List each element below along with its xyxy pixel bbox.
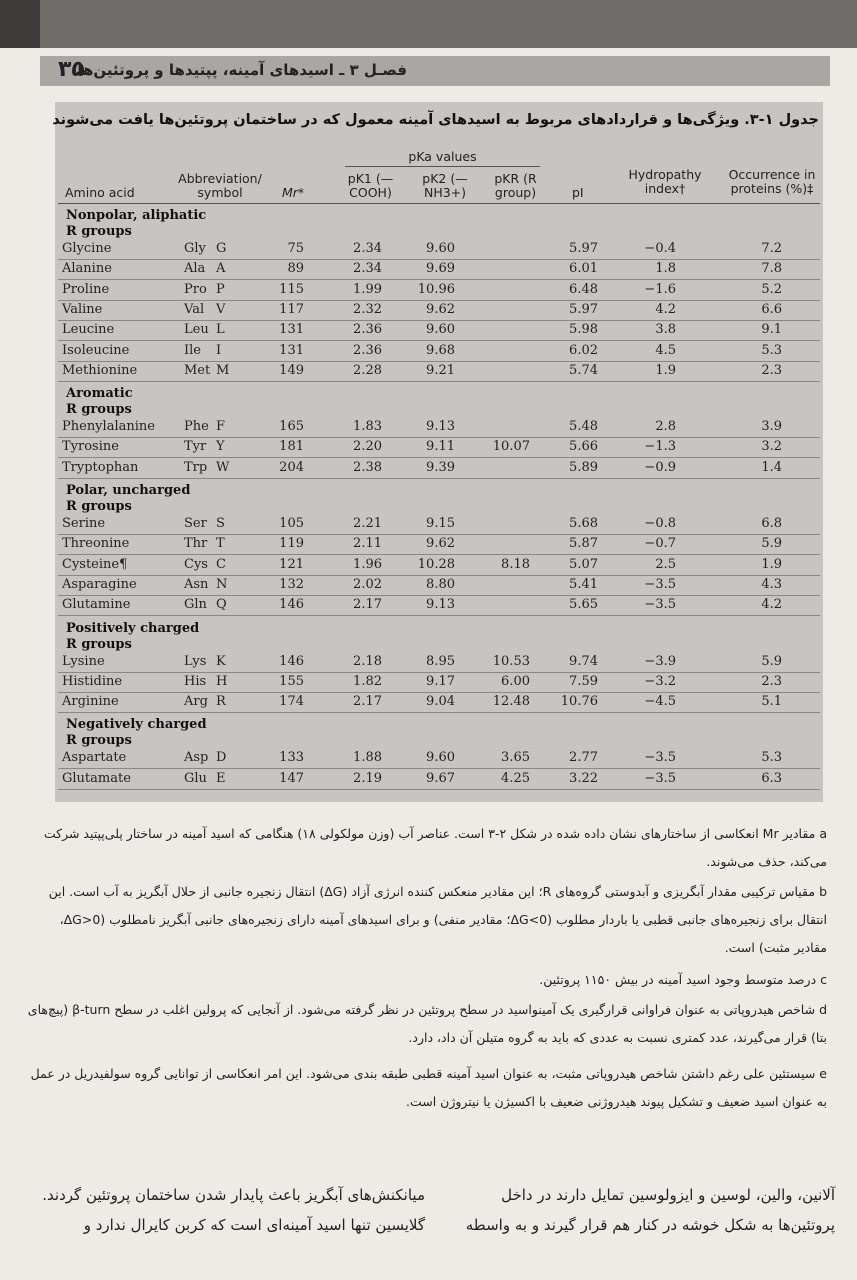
cell-pk2: 9.11	[426, 439, 455, 455]
cell-pk2: 9.13	[426, 597, 455, 613]
cell-name: Glutamate	[62, 770, 131, 786]
cell-symbol: E	[216, 770, 226, 786]
cell-abbr: Pro	[184, 281, 207, 297]
cell-pi: 5.87	[569, 536, 598, 552]
cell-hydropathy: −4.5	[644, 694, 676, 710]
cell-pi: 5.65	[569, 597, 598, 613]
cell-occurrence: 5.2	[761, 281, 782, 297]
cell-abbr: His	[184, 673, 207, 689]
cell-occurrence: 7.8	[761, 261, 782, 277]
cell-pk1: 2.32	[353, 301, 382, 317]
row-rule	[58, 615, 820, 616]
cell-pk2: 10.96	[417, 281, 455, 297]
cell-pk1: 2.36	[353, 342, 382, 358]
cell-pi: 6.02	[569, 342, 598, 358]
cell-hydropathy: −3.2	[644, 673, 676, 689]
col-mr: Mr*	[282, 185, 305, 200]
cell-pkr: 3.65	[501, 750, 530, 766]
cell-mr: 131	[279, 322, 304, 338]
cell-name: Cysteine¶	[62, 556, 128, 572]
cell-occurrence: 4.3	[761, 576, 782, 592]
cell-pi: 9.74	[569, 653, 598, 669]
cell-name: Phenylalanine	[62, 419, 155, 435]
cell-pkr: 10.07	[492, 439, 530, 455]
cell-hydropathy: 1.8	[655, 261, 676, 277]
cell-pk1: 2.34	[353, 261, 382, 277]
group-heading-line2: R groups	[66, 224, 132, 239]
row-rule	[58, 320, 820, 321]
group-heading-line2: R groups	[66, 499, 132, 514]
cell-abbr: Gly	[184, 241, 206, 256]
cell-name: Lysine	[62, 653, 105, 669]
row-rule	[58, 768, 820, 769]
cell-pk2: 9.60	[426, 750, 455, 766]
cell-hydropathy: −1.6	[644, 281, 676, 297]
cell-abbr: Ala	[184, 261, 206, 277]
cell-occurrence: 6.8	[761, 516, 782, 531]
group-heading-line1: Polar, uncharged	[66, 483, 191, 498]
cell-mr: 75	[287, 241, 304, 256]
cell-pi: 5.41	[569, 576, 598, 592]
cell-abbr: Ile	[184, 342, 201, 358]
cell-hydropathy: −3.5	[644, 750, 676, 766]
cell-mr: 146	[279, 597, 304, 613]
cell-pk2: 9.21	[426, 362, 455, 378]
cell-symbol: H	[216, 673, 228, 689]
cell-pi: 10.76	[560, 694, 598, 710]
body-column-right: آلانین، والین، لوسین و ایزولوسین تمایل دارند در داخل پروتئین‌ها به شکل خوشه در کنار هم قرار گیرند و به واسطه	[465, 1186, 835, 1234]
cell-mr: 146	[279, 653, 304, 669]
group-heading-line2: R groups	[66, 636, 132, 652]
cell-mr: 117	[279, 301, 304, 317]
row-rule	[58, 672, 820, 673]
cell-pk2: 9.17	[426, 673, 455, 689]
cell-name: Methionine	[62, 362, 138, 378]
cell-pk1: 2.19	[353, 770, 382, 786]
cell-occurrence: 2.3	[761, 362, 782, 378]
cell-pi: 5.97	[569, 301, 598, 317]
row-rule	[58, 381, 820, 382]
cell-pk1: 1.83	[353, 419, 382, 435]
cell-hydropathy: −3.5	[644, 576, 676, 592]
cell-pk1: 2.17	[353, 694, 382, 710]
binding-strip	[0, 0, 40, 48]
cell-occurrence: 2.3	[761, 673, 782, 689]
cell-occurrence: 1.4	[761, 459, 782, 475]
cell-occurrence: 1.9	[761, 556, 782, 572]
cell-name: Asparagine	[62, 576, 137, 592]
cell-symbol: L	[216, 322, 225, 338]
row-rule	[58, 361, 820, 362]
cell-pk1: 2.18	[353, 653, 382, 669]
cell-hydropathy: 4.5	[655, 342, 676, 358]
col-amino-acid: Amino acid	[65, 185, 135, 200]
body-column-left: میانکنش‌های آبگریز باعث پایدار شدن ساختمان پروتئین گردند. گلایسین تنها اسید آمینه‌ای است که کربن کایرال ندارد و	[42, 1186, 425, 1234]
cell-hydropathy: 3.8	[655, 322, 676, 338]
group-heading	[66, 208, 206, 240]
group-heading-line1: Aromatic	[66, 386, 133, 402]
cell-hydropathy: 4.2	[655, 301, 676, 317]
cell-symbol: P	[216, 281, 225, 297]
cell-symbol: Q	[216, 597, 227, 613]
cell-pk1: 2.34	[353, 241, 382, 256]
cell-occurrence: 5.9	[761, 536, 782, 552]
cell-mr: 119	[279, 536, 304, 552]
cell-pk1: 2.02	[353, 576, 382, 592]
header-rule	[58, 203, 820, 204]
cell-pi: 5.07	[569, 556, 598, 572]
cell-symbol: C	[216, 556, 226, 572]
cell-hydropathy: −3.5	[644, 770, 676, 786]
cell-symbol: G	[216, 241, 227, 256]
cell-occurrence: 6.6	[761, 301, 782, 317]
cell-name: Isoleucine	[62, 342, 130, 358]
row-rule	[58, 259, 820, 260]
cell-pi: 2.77	[569, 750, 598, 766]
cell-pk1: 2.17	[353, 597, 382, 613]
group-heading	[66, 386, 133, 418]
group-heading	[66, 717, 207, 749]
cell-mr: 121	[279, 556, 304, 572]
cell-name: Proline	[62, 281, 110, 297]
row-rule	[58, 457, 820, 458]
cell-pk2: 9.69	[426, 261, 455, 277]
cell-pk1: 2.28	[353, 362, 382, 378]
cell-abbr: Asp	[184, 750, 209, 766]
cell-hydropathy: −3.5	[644, 597, 676, 613]
cell-abbr: Ser	[184, 516, 207, 531]
cell-pk2: 9.62	[426, 536, 455, 552]
cell-name: Serine	[62, 516, 106, 531]
col-pi: pI	[572, 185, 584, 200]
cell-pkr: 6.00	[501, 673, 530, 689]
cell-pi: 5.74	[569, 362, 598, 378]
cell-mr: 105	[279, 516, 304, 531]
footnote-c: c درصد متوسط وجود اسید آمینه در بیش ۱۱۵۰ پروتئین.	[539, 972, 827, 987]
row-rule	[58, 340, 820, 341]
cell-pi: 5.89	[569, 459, 598, 475]
cell-abbr: Thr	[184, 536, 208, 552]
cell-occurrence: 4.2	[761, 597, 782, 613]
row-rule	[58, 575, 820, 576]
cell-symbol: N	[216, 576, 228, 592]
row-rule	[58, 554, 820, 555]
cell-pk2: 9.04	[426, 694, 455, 710]
cell-abbr: Trp	[184, 459, 208, 475]
cell-hydropathy: −0.4	[644, 241, 676, 256]
cell-pk2: 9.13	[426, 419, 455, 435]
cell-mr: 149	[279, 362, 304, 378]
cell-pi: 5.48	[569, 419, 598, 435]
cell-pk1: 1.96	[353, 556, 382, 572]
cell-abbr: Met	[184, 362, 211, 378]
cell-hydropathy: 2.5	[655, 556, 676, 572]
cell-pk2: 9.67	[426, 770, 455, 786]
row-rule	[58, 789, 820, 790]
cell-hydropathy: −0.9	[644, 459, 676, 475]
cell-abbr: Tyr	[184, 439, 207, 455]
cell-name: Leucine	[62, 322, 115, 338]
cell-pk2: 9.60	[426, 241, 455, 256]
cell-pk2: 9.39	[426, 459, 455, 475]
cell-pk2: 10.28	[417, 556, 455, 572]
cell-symbol: S	[216, 516, 225, 531]
cell-hydropathy: −0.8	[644, 516, 676, 531]
col-hydropathy: Hydropathy index†	[628, 167, 702, 196]
cell-pk1: 2.20	[353, 439, 382, 455]
col-abbreviation: Abbreviation/ symbol	[178, 171, 262, 200]
row-rule	[58, 300, 820, 301]
cell-pk2: 8.95	[426, 653, 455, 669]
cell-pk2: 9.62	[426, 301, 455, 317]
cell-occurrence: 5.3	[761, 342, 782, 358]
cell-symbol: W	[216, 459, 230, 475]
cell-name: Glycine	[62, 241, 112, 256]
cell-name: Aspartate	[62, 750, 127, 766]
cell-pk1: 1.99	[353, 281, 382, 297]
cell-pk1: 1.82	[353, 673, 382, 689]
footnote-a: a مقادیر Mr انعکاسی از ساختارهای نشان داده شده در شکل ۲-۳ است. عناصر آب (وزن مولکولی ۱۸) هنگامی که اسید آمینه در ساختار پلی‌پپتید شرکت می‌کند، حذف می‌شوند.	[43, 826, 827, 869]
cell-occurrence: 7.2	[761, 241, 782, 256]
cell-abbr: Gln	[184, 597, 207, 613]
cell-mr: 115	[279, 281, 304, 297]
footnote-e: e سیستئین علی رغم داشتن شاخص هیدروپاتی مثبت، به عنوان اسید آمینه قطبی طبقه بندی می‌شود. این امر انعکاسی از توانایی گروه سولفیدریل در عمل به عنوان اسید ضعیف و تشکیل پیوند هیدروژنی ضعیف با اکسیژن یا نیتروژن است.	[30, 1066, 827, 1109]
cell-occurrence: 5.9	[761, 653, 782, 669]
cell-pi: 3.22	[569, 770, 598, 786]
cell-symbol: D	[216, 750, 227, 766]
group-heading-line1: Nonpolar, aliphatic	[66, 208, 207, 223]
cell-hydropathy: −1.3	[644, 439, 676, 455]
cell-abbr: Glu	[184, 770, 207, 786]
cell-pi: 5.97	[569, 241, 598, 256]
page-number: ۳۵	[58, 57, 85, 82]
cell-pi: 6.48	[569, 281, 598, 297]
cell-name: Histidine	[62, 673, 123, 689]
cell-name: Tyrosine	[62, 439, 119, 455]
cell-symbol: V	[216, 301, 226, 317]
cell-mr: 133	[279, 750, 304, 766]
cell-symbol: A	[216, 261, 226, 277]
pka-rule	[345, 166, 540, 167]
cell-pi: 5.68	[569, 516, 598, 531]
cell-symbol: T	[216, 536, 225, 552]
cell-abbr: Phe	[184, 419, 209, 435]
group-heading-line1: Positively charged	[66, 620, 200, 636]
row-rule	[58, 437, 820, 438]
cell-occurrence: 6.3	[761, 770, 782, 786]
cell-pk2: 9.15	[426, 516, 455, 531]
row-rule	[58, 478, 820, 479]
cell-pk2: 9.60	[426, 322, 455, 338]
cell-mr: 132	[279, 576, 304, 592]
cell-abbr: Val	[184, 301, 205, 317]
cell-name: Valine	[62, 301, 103, 317]
cell-symbol: R	[216, 694, 226, 710]
cell-abbr: Asn	[184, 576, 209, 592]
cell-mr: 204	[279, 459, 304, 475]
cell-mr: 165	[279, 419, 304, 435]
cell-occurrence: 3.2	[761, 439, 782, 455]
cell-pkr: 4.25	[501, 770, 530, 786]
top-margin	[0, 0, 857, 48]
cell-mr: 155	[279, 673, 304, 689]
cell-pi: 7.59	[569, 673, 598, 689]
chapter-title: فصـل ۳ ـ اسیدهای آمینه، پپتیدها و پروتئین‌ها	[77, 61, 407, 79]
cell-pkr: 10.53	[492, 653, 530, 669]
col-pka-values: pKa values	[408, 149, 477, 164]
cell-pkr: 8.18	[501, 556, 530, 572]
cell-hydropathy: 1.9	[655, 362, 676, 378]
row-rule	[58, 534, 820, 535]
cell-pi: 6.01	[569, 261, 598, 277]
cell-name: Threonine	[62, 536, 130, 552]
col-occurrence: Occurrence in proteins (%)‡	[728, 167, 816, 196]
group-heading-line2: R groups	[66, 733, 132, 749]
group-heading	[66, 621, 199, 653]
cell-symbol: I	[216, 342, 222, 358]
cell-pk1: 2.11	[353, 536, 382, 552]
table-caption: جدول ۱-۳. ویژگی‌ها و قراردادهای مربوط به اسیدهای آمینه معمول که در ساختمان پروتئین‌ها یافت می‌شوند	[52, 112, 819, 128]
cell-symbol: Y	[216, 439, 225, 455]
row-rule	[58, 595, 820, 596]
cell-mr: 174	[279, 694, 304, 710]
cell-name: Glutamine	[62, 597, 131, 613]
cell-pk2: 8.80	[426, 576, 455, 592]
cell-abbr: Leu	[184, 322, 209, 338]
cell-pk1: 2.36	[353, 322, 382, 338]
cell-abbr: Arg	[184, 694, 208, 710]
col-pk2: pK2 (—NH3+)	[422, 171, 468, 200]
cell-pi: 5.98	[569, 322, 598, 338]
cell-name: Arginine	[62, 694, 119, 710]
group-heading	[66, 483, 190, 515]
row-rule	[58, 692, 820, 693]
cell-occurrence: 9.1	[761, 322, 782, 338]
cell-mr: 147	[279, 770, 304, 786]
cell-abbr: Cys	[184, 556, 208, 572]
cell-occurrence: 5.3	[761, 750, 782, 766]
row-rule	[58, 712, 820, 713]
col-pkr: pKR (R group)	[494, 171, 537, 200]
cell-mr: 131	[279, 342, 304, 358]
footnote-d: d شاخص هیدروپاتی به عنوان فراوانی قرارگیری یک آمینواسید در سطح پروتئین در نظر گرفته می‌شود. از آنجایی که پرولین اغلب در سطح β-turn (پیچ‌های بتا) قرار می‌گیرند، عدد کمتری نسبت به عددی که باید به گروه متیلن آن داد، دارد.	[27, 1002, 827, 1045]
group-heading-line2: R groups	[66, 402, 132, 418]
group-heading-line1: Negatively charged	[66, 717, 207, 733]
cell-pk1: 1.88	[353, 750, 382, 766]
cell-occurrence: 3.9	[761, 419, 782, 435]
cell-name: Tryptophan	[62, 459, 139, 475]
cell-abbr: Lys	[184, 653, 207, 669]
cell-hydropathy: 2.8	[655, 419, 676, 435]
cell-symbol: M	[216, 362, 230, 378]
footnote-b: b مقیاس ترکیبی مقدار آبگریزی و آبدوستی گروه‌های R؛ این مقادیر منعکس کننده انرژی آزاد (ΔG) انتقال زنجیره جانبی از حلال آبگریز به آب است. این انتقال برای زنجیره‌های جانبی قطبی یا باردار مطلوب (ΔG<0؛ مقادیر منفی) و برای اسیدهای آمینه دارای زنجیره‌های جانبی آبگریز نامطلوب (ΔG>0، مقادیر مثبت) است.	[48, 884, 827, 955]
cell-mr: 89	[287, 261, 304, 277]
col-pk1: pK1 (—COOH)	[347, 171, 394, 200]
row-rule	[58, 279, 820, 280]
cell-pi: 5.66	[569, 439, 598, 455]
cell-hydropathy: −0.7	[644, 536, 676, 552]
cell-symbol: F	[216, 419, 226, 435]
cell-pkr: 12.48	[492, 694, 530, 710]
cell-pk1: 2.38	[353, 459, 382, 475]
cell-name: Alanine	[62, 261, 112, 277]
cell-occurrence: 5.1	[761, 694, 782, 710]
cell-symbol: K	[216, 653, 226, 669]
cell-pk1: 2.21	[353, 516, 382, 531]
cell-hydropathy: −3.9	[644, 653, 676, 669]
cell-pk2: 9.68	[426, 342, 455, 358]
cell-mr: 181	[279, 439, 304, 455]
